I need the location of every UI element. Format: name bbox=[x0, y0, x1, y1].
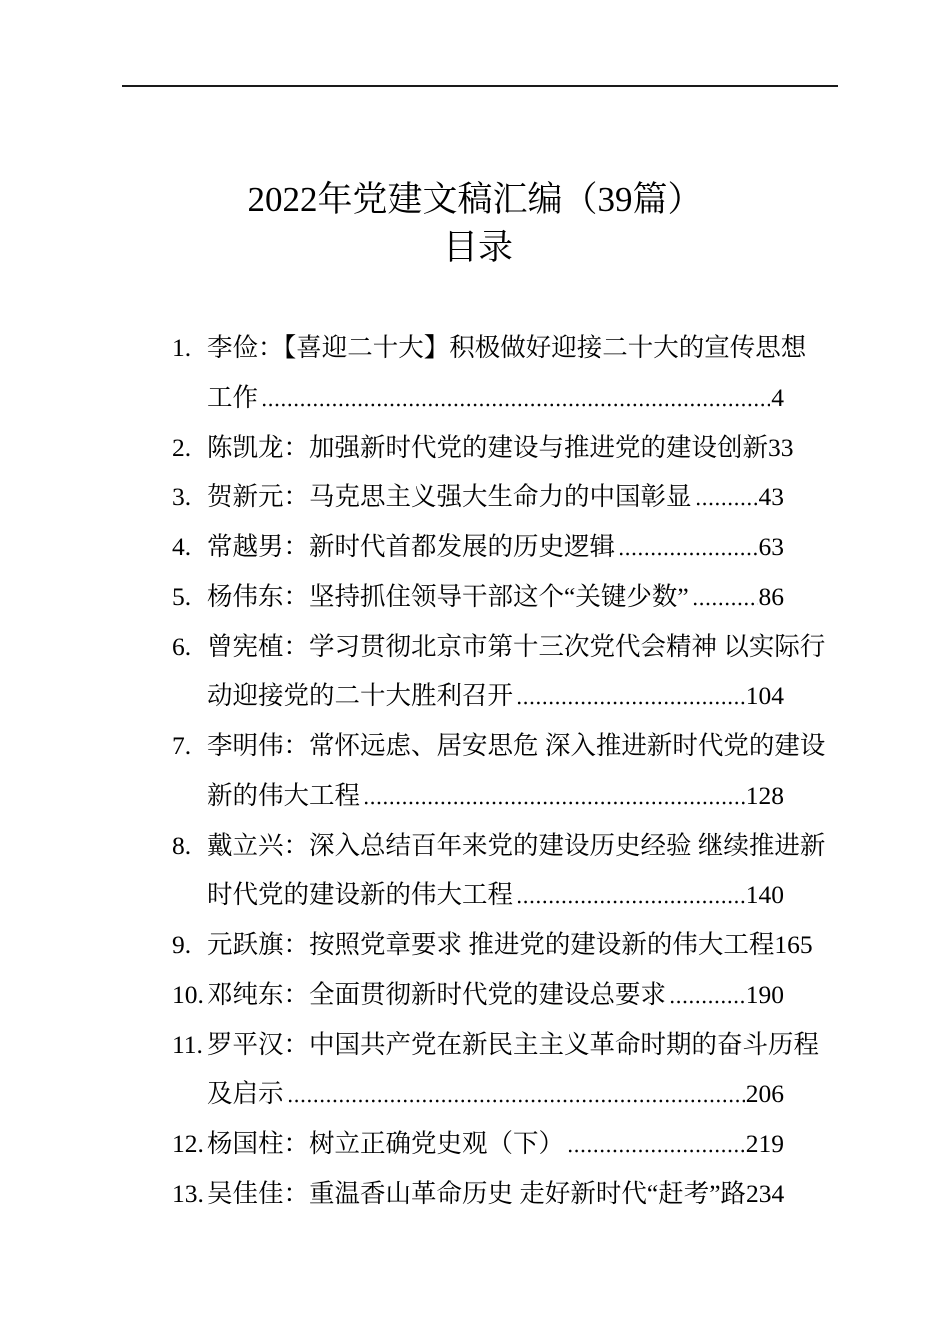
dot-leader bbox=[566, 1119, 745, 1169]
toc-entry-title-continued: 及启示 bbox=[207, 1079, 284, 1109]
toc-entry-title-continued: 时代党的建设新的伟大工程 bbox=[207, 880, 514, 910]
dot-leader bbox=[362, 771, 745, 821]
toc-entry bbox=[172, 622, 825, 722]
toc-entry bbox=[172, 821, 825, 921]
toc-entry bbox=[172, 1020, 825, 1120]
toc-entry-title: 曾宪植：学习贯彻北京市第十三次党代会精神 以实际行 bbox=[207, 631, 826, 661]
toc-entry-title-continued: 动迎接党的二十大胜利召开 bbox=[207, 681, 514, 711]
dot-leader bbox=[515, 671, 745, 721]
dot-leader bbox=[617, 522, 757, 572]
toc-entry-page: 206 bbox=[745, 1079, 784, 1109]
toc-entry bbox=[172, 721, 825, 821]
toc-entry-title-continued: 新的伟大工程 bbox=[207, 780, 361, 810]
toc-entry-page: 219 bbox=[745, 1129, 784, 1158]
toc-entry-number: 10. bbox=[172, 979, 204, 1009]
toc-entry-title: 陈凯龙：加强新时代党的建设与推进党的建设创新 bbox=[207, 432, 769, 462]
toc-entry-page: 234 bbox=[746, 1178, 785, 1208]
toc-entry-page: 63 bbox=[758, 532, 784, 561]
toc-entry-title: 贺新元：马克思主义强大生命力的中国彰显 bbox=[207, 482, 692, 512]
toc-entry-page: 33 bbox=[768, 432, 794, 462]
toc-entry bbox=[172, 970, 825, 1020]
toc-entry bbox=[172, 423, 825, 473]
toc-entry-page: 190 bbox=[745, 979, 784, 1009]
toc-entry-title: 罗平汉：中国共产党在新民主主义革命时期的奋斗历程 bbox=[207, 1029, 820, 1059]
toc-entry-title: 邓纯东：全面贯彻新时代党的建设总要求 bbox=[207, 979, 667, 1009]
toc-entry-title: 李俭：【喜迎二十大】积极做好迎接二十大的宣传思想 bbox=[207, 333, 807, 362]
dot-leader bbox=[286, 1069, 745, 1119]
toc-entry-page: 140 bbox=[745, 880, 784, 910]
toc-entry-page: 128 bbox=[745, 780, 784, 810]
toc-entry-title: 杨伟东：坚持抓住领导干部这个“关键少数” bbox=[207, 581, 689, 611]
toc-entry-number: 3. bbox=[172, 482, 192, 512]
toc-entry-number: 2. bbox=[172, 432, 192, 462]
toc-entry-number: 12. bbox=[172, 1129, 204, 1158]
toc-entry-number: 8. bbox=[172, 830, 192, 860]
toc-entry-title: 吴佳佳：重温香山革命历史 走好新时代“赶考”路 bbox=[207, 1178, 747, 1208]
toc-entry-page: 4 bbox=[771, 382, 784, 412]
toc-entry-page: 104 bbox=[745, 681, 784, 711]
toc-list bbox=[172, 323, 825, 1219]
dot-leader bbox=[260, 373, 770, 423]
toc-entry-title-continued: 工作 bbox=[207, 382, 259, 412]
toc-entry-number: 6. bbox=[172, 631, 192, 661]
toc-entry-title: 常越男：新时代首都发展的历史逻辑 bbox=[207, 532, 616, 561]
toc-entry-page: 165 bbox=[774, 930, 813, 959]
dot-leader bbox=[691, 572, 758, 622]
toc-entry bbox=[172, 920, 825, 970]
toc-entry bbox=[172, 572, 825, 622]
toc-entry-number: 7. bbox=[172, 731, 192, 760]
toc-entry bbox=[172, 522, 825, 572]
toc-entry-number: 4. bbox=[172, 532, 192, 561]
dot-leader bbox=[515, 870, 745, 920]
toc-heading: 目录 bbox=[442, 228, 513, 267]
toc-entry-number: 5. bbox=[172, 581, 192, 611]
dot-leader bbox=[694, 472, 758, 522]
toc-entry-number: 1. bbox=[172, 333, 192, 362]
toc-entry-title: 元跃旗：按照党章要求 推进党的建设新的伟大工程 bbox=[207, 930, 775, 959]
toc-entry bbox=[172, 472, 825, 522]
toc-entry-number: 13. bbox=[172, 1178, 204, 1208]
toc-entry-title: 杨国柱：树立正确党史观（下） bbox=[207, 1129, 565, 1158]
toc-entry bbox=[172, 1119, 825, 1169]
toc-entry-title: 李明伟：常怀远虑、居安思危 深入推进新时代党的建设 bbox=[207, 731, 826, 760]
toc-entry bbox=[172, 323, 825, 423]
document-title: 2022年党建文稿汇编（39篇） bbox=[247, 180, 703, 219]
toc-entry-number: 9. bbox=[172, 930, 192, 959]
dot-leader bbox=[668, 970, 745, 1020]
toc-entry bbox=[172, 1169, 825, 1219]
toc-entry-number: 11. bbox=[172, 1029, 203, 1059]
toc-entry-title: 戴立兴：深入总结百年来党的建设历史经验 继续推进新 bbox=[207, 830, 826, 860]
top-rule bbox=[122, 85, 838, 87]
toc-entry-page: 86 bbox=[758, 581, 784, 611]
toc-entry-page: 43 bbox=[758, 482, 784, 512]
